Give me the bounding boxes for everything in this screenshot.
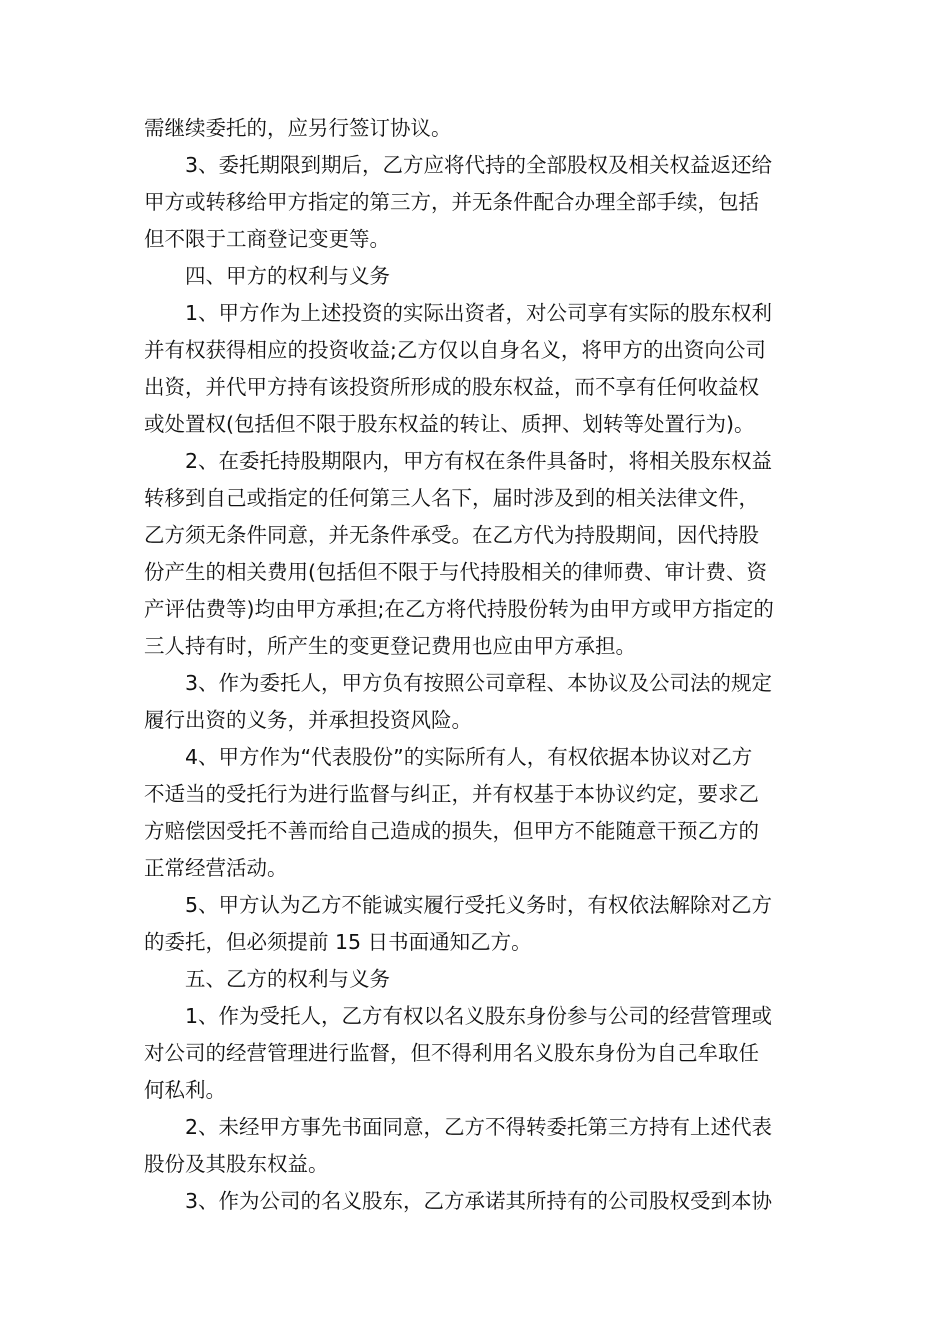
text-line: 出资，并代甲方持有该投资所形成的股东权益，而不享有任何收益权 bbox=[144, 375, 759, 399]
text-line: 产评估费等)均由甲方承担;在乙方将代持股份转为由甲方或甲方指定的 bbox=[144, 597, 774, 621]
text-line: 并有权获得相应的投资收益;乙方仅以自身名义，将甲方的出资向公司 bbox=[144, 338, 766, 362]
text-line: 乙方须无条件同意，并无条件承受。在乙方代为持股期间，因代持股 bbox=[144, 523, 759, 547]
text-line: 甲方或转移给甲方指定的第三方，并无条件配合办理全部手续，包括 bbox=[144, 190, 759, 214]
text-line: 转移到自己或指定的任何第三人名下，届时涉及到的相关法律文件， bbox=[144, 486, 759, 510]
text-line: 2、未经甲方事先书面同意，乙方不得转委托第三方持有上述代表 bbox=[144, 1115, 773, 1139]
text-line: 股份及其股东权益。 bbox=[144, 1152, 329, 1176]
text-line: 对公司的经营管理进行监督，但不得利用名义股东身份为自己牟取任 bbox=[144, 1041, 759, 1065]
text-line: 方赔偿因受托不善而给自己造成的损失，但甲方不能随意干预乙方的 bbox=[144, 819, 759, 843]
section-heading: 四、甲方的权利与义务 bbox=[144, 264, 390, 288]
text-line: 三人持有时，所产生的变更登记费用也应由甲方承担。 bbox=[144, 634, 636, 658]
text-line: 正常经营活动。 bbox=[144, 856, 288, 880]
text-line: 或处置权(包括但不限于股东权益的转让、质押、划转等处置行为)。 bbox=[144, 412, 755, 436]
text-line: 1、作为受托人，乙方有权以名义股东身份参与公司的经营管理或 bbox=[144, 1004, 773, 1028]
document-body bbox=[144, 110, 810, 1220]
text-line: 需继续委托的，应另行签订协议。 bbox=[144, 116, 452, 140]
text-line: 履行出资的义务，并承担投资风险。 bbox=[144, 708, 472, 732]
text-line: 3、委托期限到期后，乙方应将代持的全部股权及相关权益返还给 bbox=[144, 153, 773, 177]
text-line: 但不限于工商登记变更等。 bbox=[144, 227, 390, 251]
text-line: 份产生的相关费用(包括但不限于与代持股相关的律师费、审计费、资 bbox=[144, 560, 767, 584]
text-line: 2、在委托持股期限内，甲方有权在条件具备时，将相关股东权益 bbox=[144, 449, 773, 473]
text-line: 5、甲方认为乙方不能诚实履行受托义务时，有权依法解除对乙方 bbox=[144, 893, 773, 917]
text-line: 的委托，但必须提前 15 日书面通知乙方。 bbox=[144, 930, 532, 954]
text-line: 3、作为委托人，甲方负有按照公司章程、本协议及公司法的规定 bbox=[144, 671, 773, 695]
text-line: 何私利。 bbox=[144, 1078, 226, 1102]
text-line: 3、作为公司的名义股东，乙方承诺其所持有的公司股权受到本协 bbox=[144, 1189, 773, 1213]
text-line: 4、甲方作为“代表股份”的实际所有人，有权依据本协议对乙方 bbox=[144, 745, 753, 769]
text-line: 不适当的受托行为进行监督与纠正，并有权基于本协议约定，要求乙 bbox=[144, 782, 759, 806]
text-line: 1、甲方作为上述投资的实际出资者，对公司享有实际的股东权利 bbox=[144, 301, 773, 325]
section-heading: 五、乙方的权利与义务 bbox=[144, 967, 390, 991]
